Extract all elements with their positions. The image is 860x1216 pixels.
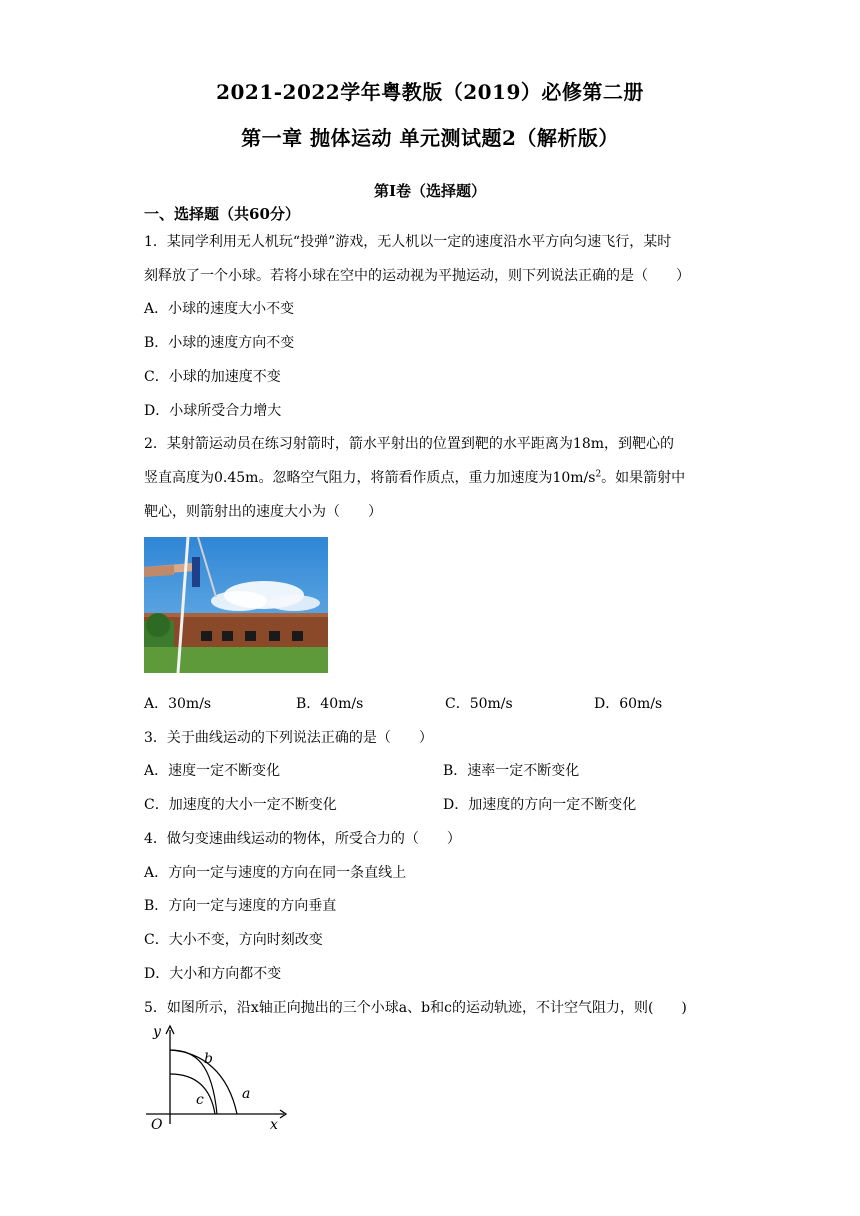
x-axis-label: x	[270, 1117, 278, 1133]
archery-photo	[144, 537, 328, 673]
trajectory-graph	[144, 1022, 294, 1134]
q2-option-b: B．40m/s	[296, 696, 364, 712]
q3-option-b: B．速率一定不断变化	[443, 763, 580, 779]
q1-option-d: D．小球所受合力增大	[144, 403, 282, 419]
q1-stem-line1: 1．某同学利用无人机玩“投弹”游戏，无人机以一定的速度沿水平方向匀速飞行，某时	[144, 234, 672, 250]
q1-option-c: C．小球的加速度不变	[144, 369, 281, 385]
q1-option-a: A．小球的速度大小不变	[144, 301, 295, 317]
curve-a-label: a	[242, 1086, 251, 1102]
trajectory-c	[170, 1074, 215, 1114]
section-heading: 一、选择题（共60分）	[144, 205, 300, 223]
q4-option-a: A．方向一定与速度的方向在同一条直线上	[144, 865, 407, 881]
q2-option-a: A．30m/s	[144, 696, 212, 712]
q2-stem-line2: 竖直高度为0.45m。忽略空气阻力，将箭看作质点，重力加速度为$10m/s^2$。如果箭射中	[144, 469, 686, 486]
q1-stem-line2: 刻释放了一个小球。若将小球在空中的运动视为平抛运动，则下列说法正确的是（ ）	[144, 268, 690, 284]
q2-stem-line1: 2．某射箭运动员在练习射箭时，箭水平射出的位置到靶的水平距离为18m，到靶心的	[144, 436, 674, 452]
curve-c-label: c	[196, 1092, 204, 1108]
q4-option-d: D．大小和方向都不变	[144, 966, 282, 982]
curve-b-label: b	[204, 1051, 213, 1067]
q4-option-c: C．大小不变，方向时刻改变	[144, 932, 323, 948]
q3-option-a: A．速度一定不断变化	[144, 763, 281, 779]
document-subtitle: 第一章 抛体运动 单元测试题2（解析版）	[241, 126, 619, 150]
q2-option-c: C．50m/s	[445, 696, 513, 712]
q2-option-d: D．60m/s	[594, 696, 663, 712]
q3-option-c: C．加速度的大小一定不断变化	[144, 797, 337, 813]
document-title: 2021-2022学年粤教版（2019）必修第二册	[216, 80, 644, 104]
q3-option-d: D．加速度的方向一定不断变化	[443, 797, 637, 813]
q5-stem: 5．如图所示，沿x轴正向抛出的三个小球a、b和c的运动轨迹，不计空气阻力，则( )	[144, 1000, 687, 1016]
q1-option-b: B．小球的速度方向不变	[144, 335, 295, 351]
q2-stem-line3: 靶心，则箭射出的速度大小为（ ）	[144, 504, 382, 520]
y-axis-label: y	[153, 1024, 161, 1040]
q4-stem: 4．做匀变速曲线运动的物体，所受合力的（ ）	[144, 831, 461, 847]
origin-label: O	[151, 1117, 163, 1133]
q3-stem: 3．关于曲线运动的下列说法正确的是（ ）	[144, 730, 433, 746]
volume-heading: 第Ⅰ卷（选择题）	[373, 182, 487, 200]
q4-option-b: B．方向一定与速度的方向垂直	[144, 898, 337, 914]
